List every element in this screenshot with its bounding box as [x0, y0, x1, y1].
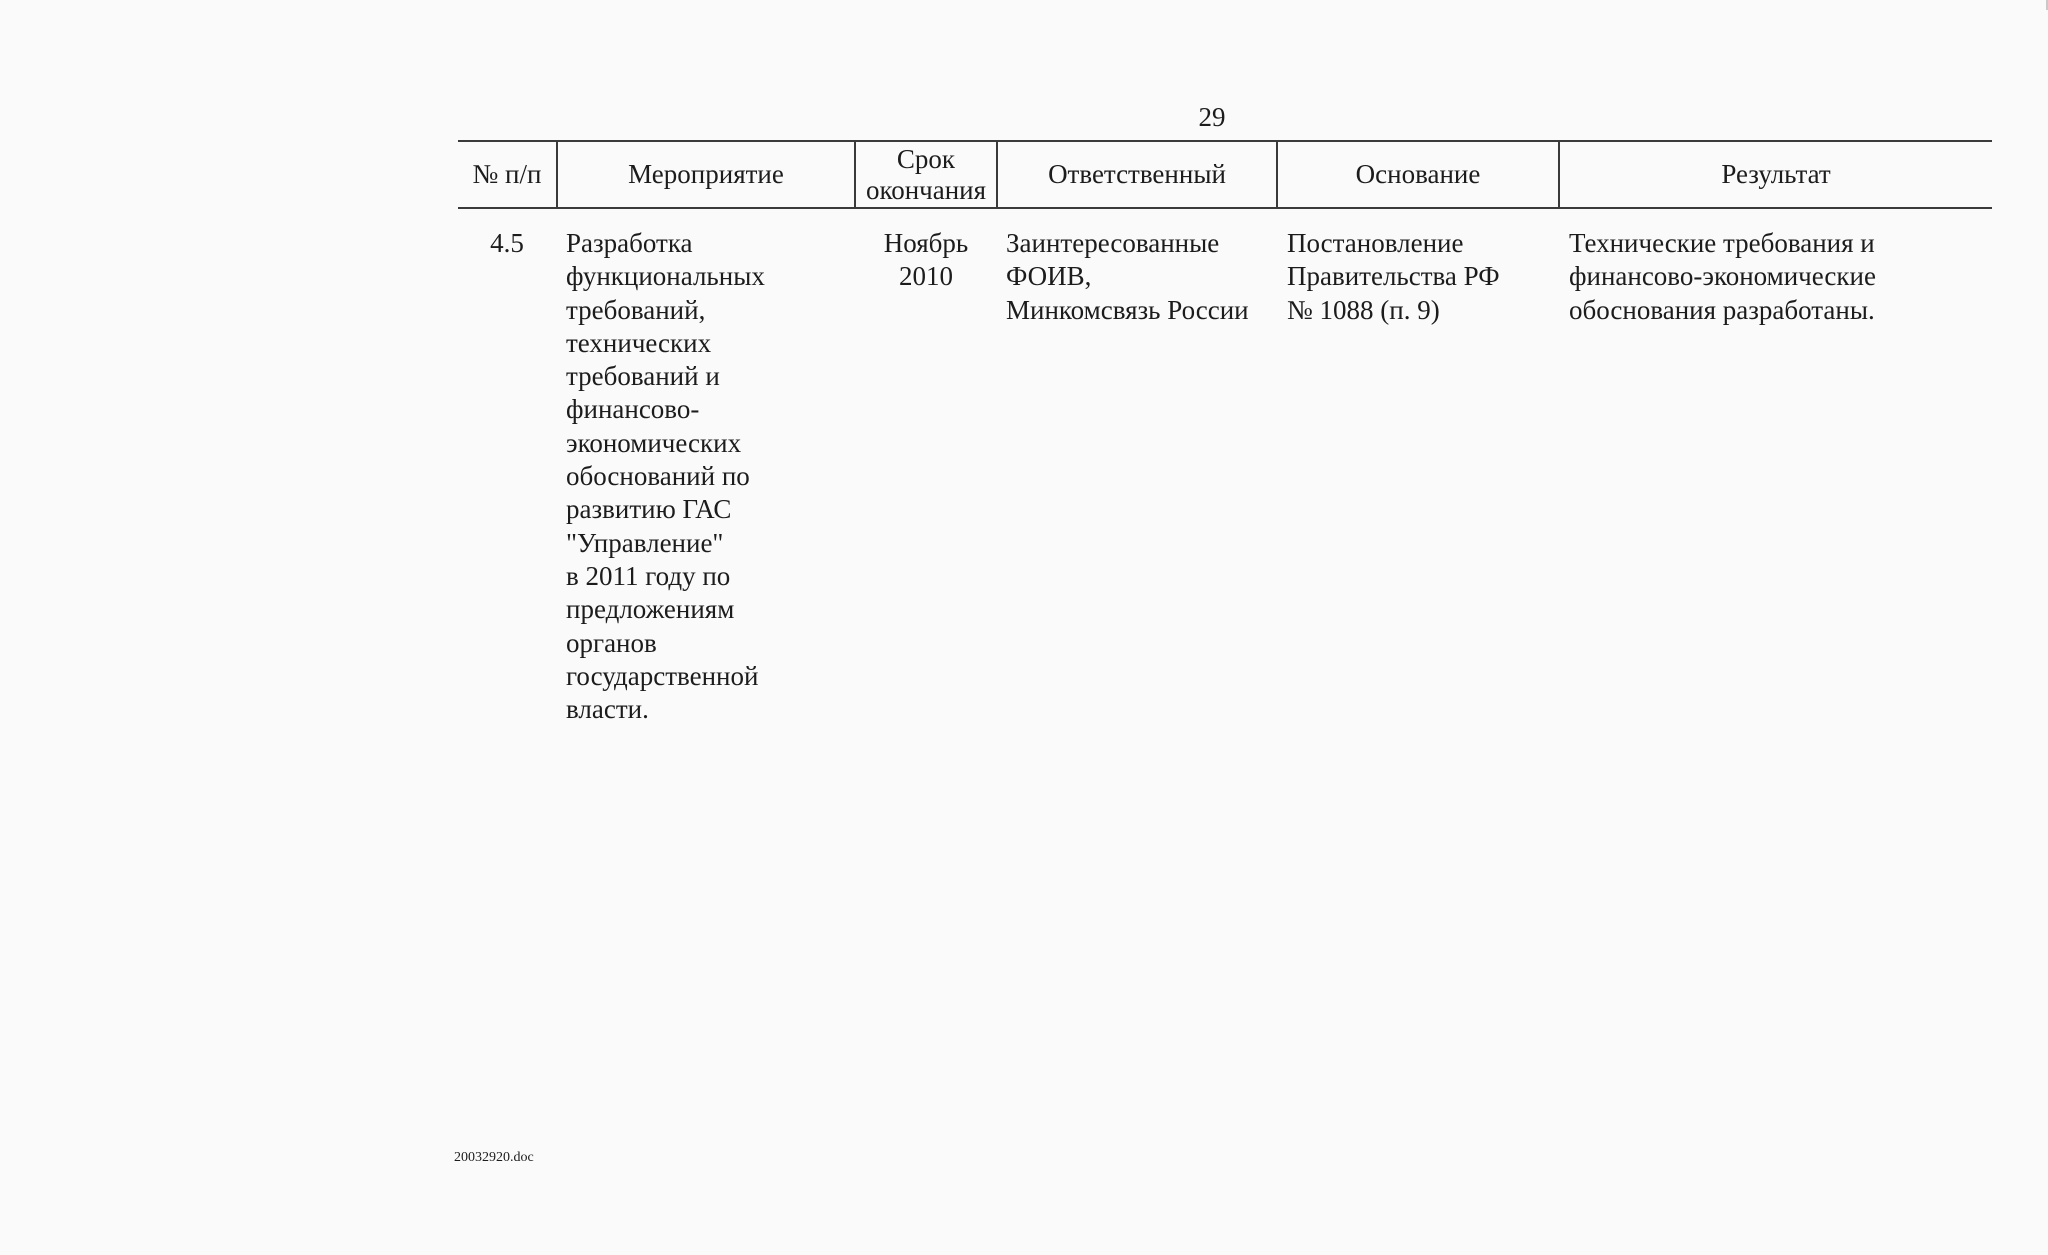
row-num: 4.5 [490, 228, 524, 258]
row-result: Технические требования и финансово-экономические обоснования разработаны. [1569, 228, 1876, 325]
table-header-row [458, 140, 1992, 209]
header-result: Результат [1721, 159, 1831, 189]
row-basis: Постановление Правительства РФ № 1088 (п. 9) [1287, 228, 1500, 325]
page-number: 29 [1198, 102, 1226, 132]
header-responsible: Ответственный [1048, 159, 1226, 189]
header-basis: Основание [1355, 159, 1481, 189]
header-event: Мероприятие [628, 159, 784, 189]
document-filename: 20032920.doc [454, 1150, 534, 1165]
row-responsible: Заинтересованные ФОИВ, Минкомсвязь России [1006, 228, 1249, 325]
table-row [458, 209, 1992, 769]
row-deadline: Ноябрь 2010 [883, 228, 969, 292]
header-deadline: Срок окончания [865, 143, 987, 205]
header-num: № п/п [472, 159, 542, 189]
plan-table [458, 140, 1992, 769]
row-event: Разработка функциональных требований, технических требований и финансово- экономических обоснований по развитию ГАС "Управление" в 2011 году по предложениям органов государственной власти. [566, 228, 765, 725]
